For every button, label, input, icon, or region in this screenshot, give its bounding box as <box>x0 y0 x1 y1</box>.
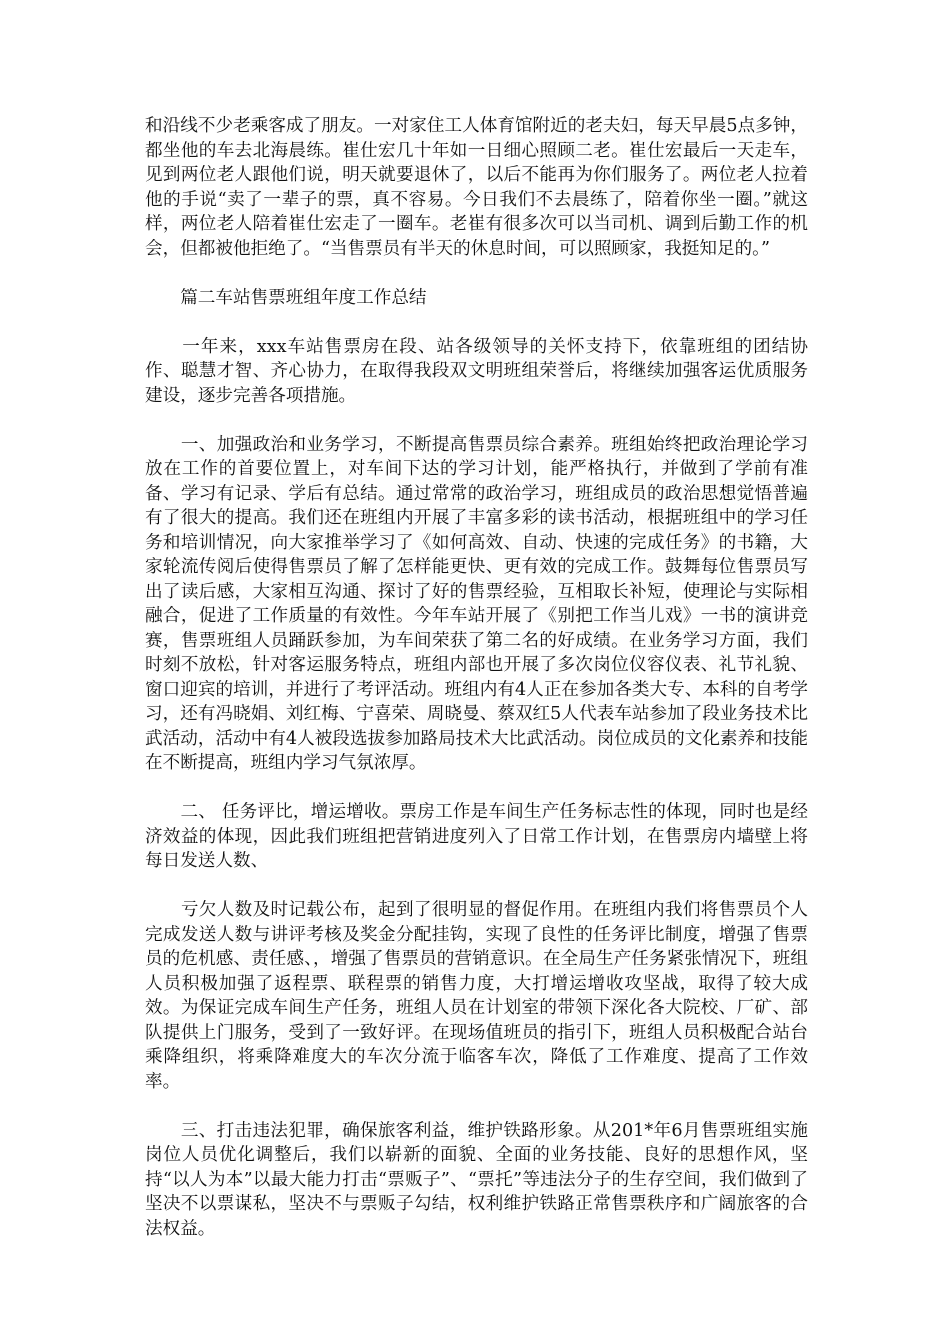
paragraph-section-3: 三、打击违法犯罪，确保旅客利益，维护铁路形象。从201*年6月售票班组实施岗位人员优化调整后，我们以崭新的面貌、全面的业务技能、良好的思想作风，坚持“以人为本”以最大能力打击“票贩子”、“票托”等违法分子的生存空间，我们做到了坚决不以票谋私，坚决不与票贩子勾结，权利维护铁路正常售票秩序和广阔旅客的合法权益。 <box>145 1120 808 1239</box>
paragraph-intro: 一年来，xxx车站售票房在段、站各级领导的关怀支持下，依靠班组的团结协作、聪慧才智、齐心协力，在取得我段双文明班组荣誉后，将继续加强客运优质服务建设，逐步完善各项措施。 <box>145 336 808 406</box>
paragraph-section-1: 一、加强政治和业务学习，不断提高售票员综合素养。班组始终把政治理论学习放在工作的首要位置上，对车间下达的学习计划，能严格执行，并做到了学前有准备、学习有记录、学后有总结。通过常常的政治学习，班组成员的政治思想觉悟普遍有了很大的提高。我们还在班组内开展了丰富多彩的读书活动，根据班组中的学习任务和培训情况，向大家推举学习了《如何高效、自动、快速的完成任务》的书籍，大家轮流传阅后使得售票员了解了怎样能更快、更有效的完成工作。鼓舞每位售票员写出了读后感，大家相互沟通、探讨了好的售票经验，互相取长补短，使理论与实际相融合，促进了工作质量的有效性。今年车站开展了《别把工作当儿戏》一书的演讲竞赛，售票班组人员踊跃参加，为车间荣获了第二名的好成绩。在业务学习方面，我们时刻不放松，针对客运服务特点，班组内部也开展了多次岗位仪容仪表、礼节礼貌、窗口迎宾的培训，并进行了考评活动。班组内有4人正在参加各类大专、本科的自考学习，还有冯晓娟、刘红梅、宁喜荣、周晓曼、蔡双红5人代表车站参加了段业务技术比武活动，活动中有4人被段选拔参加路局技术大比武活动。岗位成员的文化素养和技能在不断提高，班组内学习气氛浓厚。 <box>145 434 808 773</box>
paragraph-continuation: 和沿线不少老乘客成了朋友。一对家住工人体育馆附近的老夫妇，每天早晨5点多钟，都坐他的车去北海晨练。崔仕宏几十年如一日细心照顾二老。崔仕宏最后一天走车，见到两位老人跟他们说，明天就要退休了，以后不能再为你们服务了。两位老人拉着他的手说“卖了一辈子的票，真不容易。今日我们不去晨练了，陪着你坐一圈。”就这样，两位老人陪着崔仕宏走了一圈车。老崔有很多次可以当司机、调到后勤工作的机会，但都被他拒绝了。“当售票员有半天的休息时间，可以照顾家，我挺知足的。” <box>145 116 808 259</box>
paragraph-section-2: 二、 任务评比，增运增收。票房工作是车间生产任务标志性的体现，同时也是经济效益的体现，因此我们班组把营销进度列入了日常工作计划，在售票房内墙壁上将每日发送人数、 <box>145 802 808 871</box>
document-page <box>145 114 808 1266</box>
paragraph-section-2-cont: 亏欠人数及时记载公布，起到了很明显的督促作用。在班组内我们将售票员个人完成发送人数与讲评考核及奖金分配挂钩，实现了良性的任务评比制度，增强了售票员的危机感、责任感、，增强了售票员的营销意识。在全局生产任务紧张情况下，班组人员积极加强了返程票、联程票的销售力度，大打增运增收攻坚战，取得了较大成效。为保证完成车间生产任务，班组人员在计划室的带领下深化各大院校、厂矿、部队提供上门服务，受到了一致好评。在现场值班员的指引下，班组人员积极配合站台乘降组织，将乘降难度大的车次分流于临客车次，降低了工作难度、提高了工作效率。 <box>145 900 808 1092</box>
section-title: 篇二车站售票班组年度工作总结 <box>145 287 427 308</box>
